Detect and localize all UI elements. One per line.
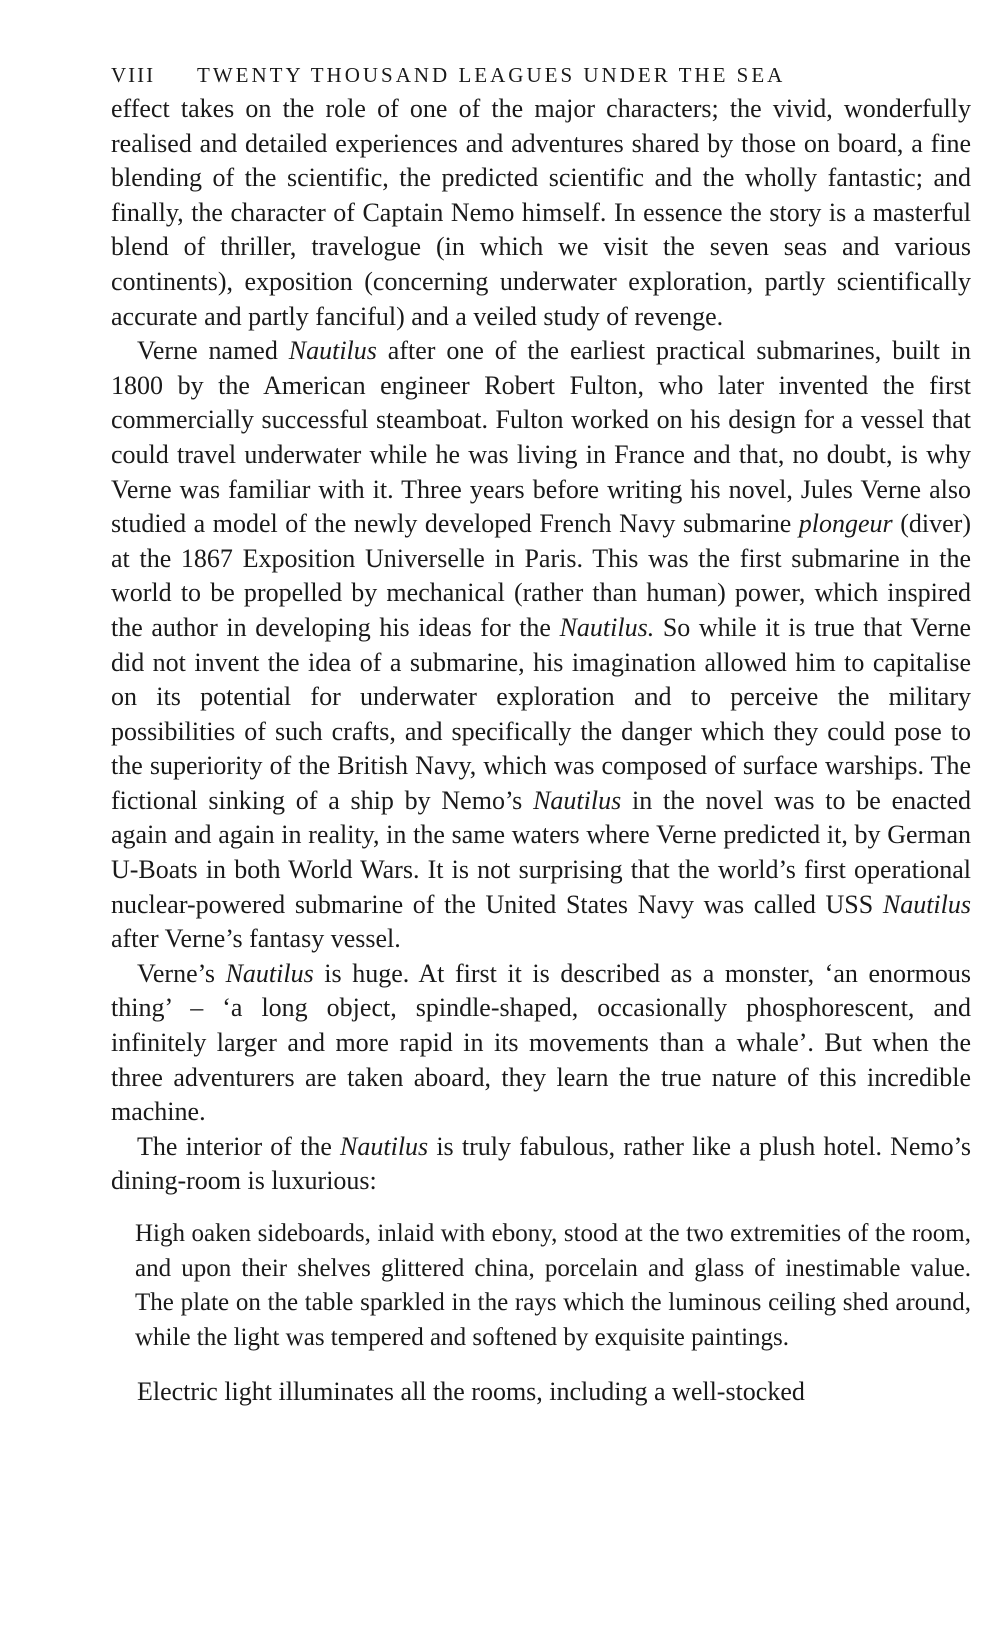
italic-text: plongeur — [798, 509, 893, 539]
italic-text: Nautilus — [340, 1131, 429, 1161]
book-title: TWENTY THOUSAND LEAGUES UNDER THE SEA — [197, 63, 786, 87]
paragraph-1: effect takes on the role of one of the major characters; the vivid, wonderfully realised and detailed experiences and adventures shared by those on board, a fine blending of the scientific, the predicted scientific and the wholly fantastic; and finally, the character of Captain Nemo himself. In essence the story is a masterful blend of thriller, travelogue (in which we visit the seven seas and various continents), exposition (concerning underwater exploration, partly scientifically accurate and partly fanciful) and a veiled study of revenge. — [111, 94, 971, 331]
running-head — [111, 58, 971, 92]
italic-text: Nautilus — [882, 889, 971, 919]
italic-text: Nautilus. — [559, 612, 655, 642]
closing-paragraph: Electric light illuminates all the rooms, including a well-stocked — [137, 1377, 805, 1407]
italic-text: Nautilus — [225, 958, 314, 988]
paragraph-3: Verne’s Nautilus is huge. At first it is described as a monster, ‘an enormous thing’ – ‘a long object, spindle-shaped, occasionally phosphorescent, and infinitely larger and more rapid in its movements than a whale’. But when the three adventurers are taken aboard, they learn the true nature of this incredible machine. — [111, 958, 971, 1127]
paragraph-2: Verne named Nautilus after one of the earliest practical submarines, built in 1800 by the American engineer Robert Fulton, who later invented the first commercially successful steamboat. Fulton worked on his design for a vessel that could travel underwater while he was living in France and that, no doubt, is why Verne was familiar with it. Three years before writing his novel, Jules Verne also studied a model of the newly developed French Navy submarine plongeur (diver) at the 1867 Exposition Universelle in Paris. This was the first submarine in the world to be propelled by mechanical (rather than human) power, which inspired the author in developing his ideas for the Nautilus. So while it is true that Verne did not invent the idea of a submarine, his imagination allowed him to capitalise on its potential for underwater exploration and to perceive the military possibilities of such crafts, and specifically the danger which they could pose to the superiority of the British Navy, which was composed of surface warships. The fictional sinking of a ship by Nemo’s Nautilus in the novel was to be enacted again and again in reality, in the same waters where Verne predicted it, by German U-Boats in both World Wars. It is not surprising that the world’s first operational nuclear-powered submarine of the United States Navy was called USS Nautilus after Verne’s fantasy vessel. — [111, 336, 971, 954]
body-text — [111, 92, 971, 1410]
block-quote: High oaken sideboards, inlaid with ebony, stood at the two extremities of the room, and upon their shelves glittered china, porcelain and glass of inestimable value. The plate on the table sparkled in the rays which the luminous ceiling shed around, while the light was tempered and softened by exquisite paintings. — [135, 1220, 971, 1351]
book-page — [111, 58, 971, 1410]
italic-text: Nautilus — [288, 336, 377, 366]
page-number: VIII — [111, 63, 156, 87]
paragraph-4: The interior of the Nautilus is truly fabulous, rather like a plush hotel. Nemo’s dining-room is luxurious: — [111, 1131, 971, 1196]
italic-text: Nautilus — [533, 785, 622, 815]
